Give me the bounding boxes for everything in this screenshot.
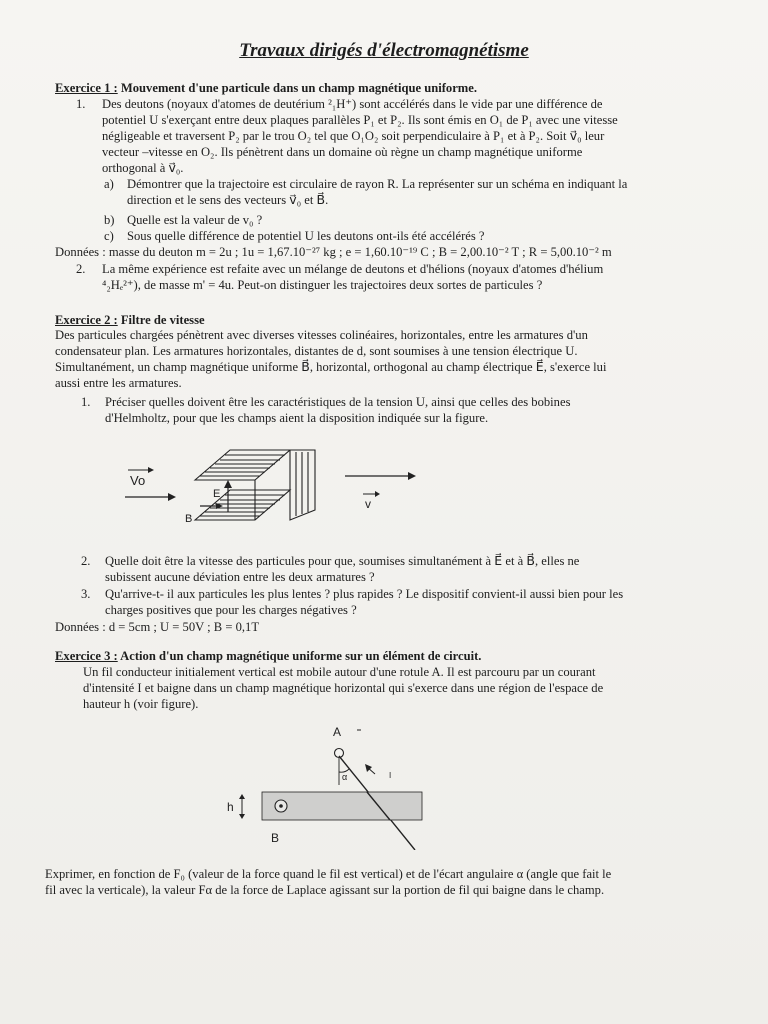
ex2-intro-line: aussi entre les armatures. (55, 376, 182, 390)
label-alpha: α (342, 772, 348, 782)
ex2-q3-line: Qu'arrive-t- il aux particules les plus lentes ? plus rapides ? Le dispositif convient-il aussi bien pour les (105, 587, 624, 601)
ex1-qa-line: direction et le sens des vecteurs v⃗₀ et B⃗. (127, 193, 329, 207)
page-title: Travaux dirigés d'électromagnétisme (239, 40, 529, 61)
ex2-q3-line: charges positives que pour les charges négatives ? (105, 603, 357, 617)
wire-field-figure (215, 720, 455, 850)
ex1-qa-label: a) (104, 177, 114, 191)
ex1-q1-line: orthogonal à v⃗₀. (102, 161, 184, 175)
ex2-q2-line: Quelle doit être la vitesse des particules pour que, soumises simultanément à E⃗ et à B⃗, elles ne (105, 554, 580, 568)
ex2-donnees: Données : d = 5cm ; U = 50V ; B = 0,1T (55, 620, 260, 634)
label-i: I (389, 771, 392, 780)
ex2-q1-num: 1. (81, 395, 91, 409)
ex2-q2 (105, 553, 717, 585)
ex1-q1-line: Des deutons (noyaux d'atomes de deutérium ²₁H⁺) sont accélérés dans le vide par une différence de (102, 97, 603, 111)
ex1-q2-line: ⁴₂Hₑ²⁺), de masse m' = 4u. Peut-on distinguer les trajectoires deux sortes de particules ? (102, 278, 543, 292)
ex1-q1-line: vecteur –vitesse en O₂. Ils pénètrent dans un domaine où règne un champ magnétique uniforme (102, 145, 583, 159)
ex3-final-line: Exprimer, en fonction de F₀ (valeur de la force quand le fil est vertical) et de l'écart angulaire α (angle que fait le (45, 867, 612, 881)
ex2-q1 (105, 394, 717, 426)
ex1-qa-line: Démontrer que la trajectoire est circulaire de rayon R. La représenter sur un schéma en indiquant la (127, 177, 628, 191)
ex3-final (45, 866, 725, 898)
ex1-qc-text: Sous quelle différence de potentiel U les deutons ont-ils été accélérés ? (127, 229, 485, 243)
ex2-intro-line: Simultanément, un champ magnétique uniforme B⃗, horizontal, orthogonal au champ électrique E⃗, s'exerce lui (55, 360, 607, 374)
ex2-q1-line: Préciser quelles doivent être les caractéristiques de la tension U, ainsi que celles des bobines (105, 395, 571, 409)
label-e: E (213, 488, 221, 500)
label-v0: Vo (130, 473, 146, 488)
ex1-q1 (102, 96, 717, 176)
ex2-q3 (105, 586, 717, 618)
label-h: h (227, 800, 234, 814)
ex1-q1-line: négligeable et traversent P₂ par le trou O₂ tel que O₁O₂ soit perpendiculaire à P₁ et à P₂. Soit v⃗₀ leur (102, 129, 605, 143)
label-v: v (365, 497, 371, 511)
ex2-intro-line: Des particules chargées pénètrent avec diverses vitesses colinéaires, horizontales, entre les armatures d'un (55, 328, 588, 342)
ex3-heading-label: Exercice 3 : (55, 649, 118, 663)
velocity-filter-figure (110, 440, 440, 540)
ex3-final-line: fil avec la verticale), la valeur Fα de la force de Laplace agissant sur la portion de fil qui baigne dans le champ. (45, 883, 605, 897)
ex1-donnees: Données : masse du deuton m = 2u ; 1u = 1,67.10⁻²⁷ kg ; e = 1,60.10⁻¹⁹ C ; B = 2,00.10⁻² T ; R = 5,00.10⁻² m (55, 245, 612, 259)
ex1-heading-text: Mouvement d'une particule dans un champ magnétique uniforme. (117, 81, 478, 95)
ex3-heading-text: Action d'un champ magnétique uniforme sur un élément de circuit. (117, 649, 482, 663)
ex3-intro-line: d'intensité I et baigne dans un champ magnétique horizontal qui s'exerce dans une région de l'espace de (83, 681, 604, 695)
ex1-qc-label: c) (104, 229, 114, 243)
capacitor-plates (195, 450, 315, 520)
ex1-qb-text: Quelle est la valeur de v₀ ? (127, 213, 263, 227)
ex1-heading-label: Exercice 1 : (55, 81, 118, 95)
ex2-q2-line: subissent aucune déviation entre les deux armatures ? (105, 570, 375, 584)
ex1-q1-line: potentiel U s'exerçant entre deux plaques parallèles P₁ et P₂. Ils sont émis en O₁ de P₁ avec une vitesse (102, 113, 618, 127)
ex3-intro-line: hauteur h (voir figure). (83, 697, 199, 711)
ex2-intro (55, 327, 720, 391)
ex1-qb-label: b) (104, 213, 115, 227)
ex1-heading (55, 80, 477, 96)
ex3-intro (83, 664, 720, 712)
ex3-heading (55, 648, 481, 664)
ex1-q2 (102, 261, 717, 293)
ex1-q2-line: La même expérience est refaite avec un mélange de deutons et d'hélions (noyaux d'atomes d'hélium (102, 262, 604, 276)
ex1-q1-num: 1. (76, 97, 86, 111)
ex2-q1-line: d'Helmholtz, pour que les champs aient la disposition indiquée sur la figure. (105, 411, 489, 425)
ex2-heading-label: Exercice 2 : (55, 313, 118, 327)
ex2-heading (55, 312, 205, 328)
ex2-intro-line: condensateur plan. Les armatures horizontales, distantes de d, sont soumises à une tension électrique U. (55, 344, 578, 358)
ex1-q2-num: 2. (76, 262, 86, 276)
ex3-intro-line: Un fil conducteur initialement vertical est mobile autour d'une rotule A. Il est parcouru par un courant (83, 665, 596, 679)
label-a: A (333, 725, 342, 739)
ex2-q3-num: 3. (81, 587, 91, 601)
label-b: B (185, 513, 193, 525)
ex2-heading-text: Filtre de vitesse (117, 313, 205, 327)
label-b-field: B (271, 831, 280, 845)
ex1-qa (127, 176, 717, 208)
ex2-q2-num: 2. (81, 554, 91, 568)
